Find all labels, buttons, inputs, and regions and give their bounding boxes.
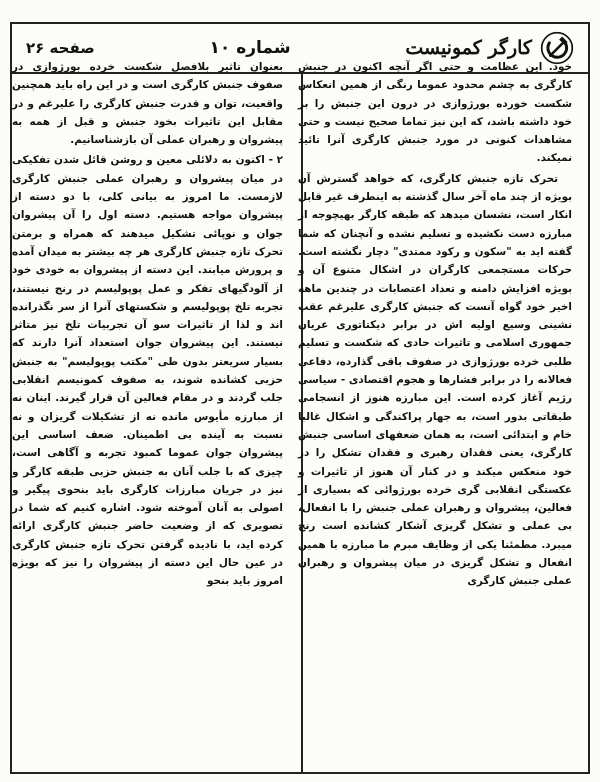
publication-title: کارگر کمونیست xyxy=(405,37,532,59)
right-column xyxy=(296,58,574,748)
page-number: صفحه ۲۶ xyxy=(26,39,95,57)
left-column-paragraph-1: بعنوان تاثیر بلافصل شکست خرده بورژوازی در صفوف جنبش کارگری است و در این راه باید همچنین واقعیت، توان و قدرت جنبش کارگری را علیرغم و در مقابل این تاثیرات بخود جنبش و قبل از همه به پیشروان و رهبران عملی آن بازشناسانیم. xyxy=(12,61,283,147)
issue-number: شماره ۱۰ xyxy=(209,38,291,58)
right-column-paragraph-2: تحرک تازه جنبش کارگری، که خواهد گسترش آن بویژه از چند ماه آخر سال گذشته به اینطرف غیر قابل انکار است، نشسان میدهد که طبقه کارگر بهیچوجه از مبارزه دست نکشیده و تسلیم نشده و آنچنان که شما گفته اید به "سکون و رکود ممتدی" دچار نگشته است. حرکات مستجمعی کارگران در اشکال متنوع آن و بویژه افزایش دامنه و تعداد اعتصابات در چندین ماهه اخیر خود گواه آنست که جنبش کارگری علیرغم عقب نشینی وسیع اولیه اش در برابر دیکتاتوری عریان جمهوری اسلامی و تاثیرات حادی که شکست و تسلیم طلبی خرده بورژوازی در صفوف باقی گذارده، دفاعی فعالانه را در برابر فشارها و هجوم اقتصادی - سیاسی رژیم آغاز کرده است. این مبارزه هنوز از انسجامی طبقاتی بدور است، به جهار پراکندگی و اشکال غالبا خام و ابتدائی است، به همان ضعفهای اساسی جنبش کارگری، یعنی فقدان رهبری و فقدان تشکل را در خود منعکس میکند و در کنار آن هنوز از تاثیرات و عکستگی انقلابی گری خرده بورژوائی که بسیاری از فعالین، پیشروان و رهبران عملی جنبش را با انفعال، بی عملی و تشکل گریزی آشکار کشانده است رنج میبرد. مطمئنا یکی از وظایف مبرم ما مبارزه با همین انفعال و تشکل گریزی در میان پیشروان و رهبران عملی جنبش کارگری xyxy=(298,172,572,588)
left-column xyxy=(10,58,285,748)
right-column-paragraph-1: خود. این عظامت و حتی اگر آنچه اکنون در جنبش کارگری به چشم محدود عموما رنگی از همین انعکاس شکست خورده بورژوازی در درون این جنبش را بر خود داشته باشد، که این نیز تماما صحیح نیست و حتی مشاهدات کنونی در مورد جنبش کارگری آنرا تائید نمیکند. xyxy=(298,61,572,165)
left-column-paragraph-2: ۲ - اکنون به دلائلی معین و روشن قائل شدن تفکیکی در میان پیشروان و رهبران عملی جنبش کارگری لازمست. ما امروز به بیانی کلی، با دو دسته از پیشروان مواجه هستیم. دسته اول را آن پیشروان جوان و نوپائی تشکیل میدهند که همراه و برمتن تحرک تازه جنبش کارگری هر چه بیشتر به میدان آمده و پرورش میابند. این دسته از پیشروان به خودی خود از آلودگیهای تفکر و عمل پوپولیسم در رنج نیستند، تجربه تلخ پوپولیسم و شکستهای آنرا از سر نگذرانده اند و لذا از تاثیرات سو آن تجربیات تلخ نیز متاثر نیستند. این پیشروان جوان استعداد آنرا دارند که بسیار سریعتر بدون طی "مکتب پوپولیسم" به جنبش حزبی کشانده شوند، به صفوف کمونیسم انقلابی جلب گردند و در مقام فعالین آن قرار گیرند. اینان نه از مبارزه مأیوس مانده نه از تشکیلات گریزان و نه نسبت به آینده بی اطمینان. ضعف اساسی این پیشروان جوان عموما کمبود تجربه و آگاهی است، چیزی که با جلب آنان به جنبش حزبی طبقه کارگر و نیز در جریان مبارزات کارگری باید بنحوی پیگیر و اصولی به آنان آموخته شود. اشاره کنیم که شما در تصویری که از وضعیت حاضر جنبش کارگری ارائه کرده اید، با نادیده گرفتن تحرک تازه جنبش کارگری در عین حال این دسته از پیشروان را نیز که بویژه امروز باید بنحو xyxy=(12,154,283,588)
